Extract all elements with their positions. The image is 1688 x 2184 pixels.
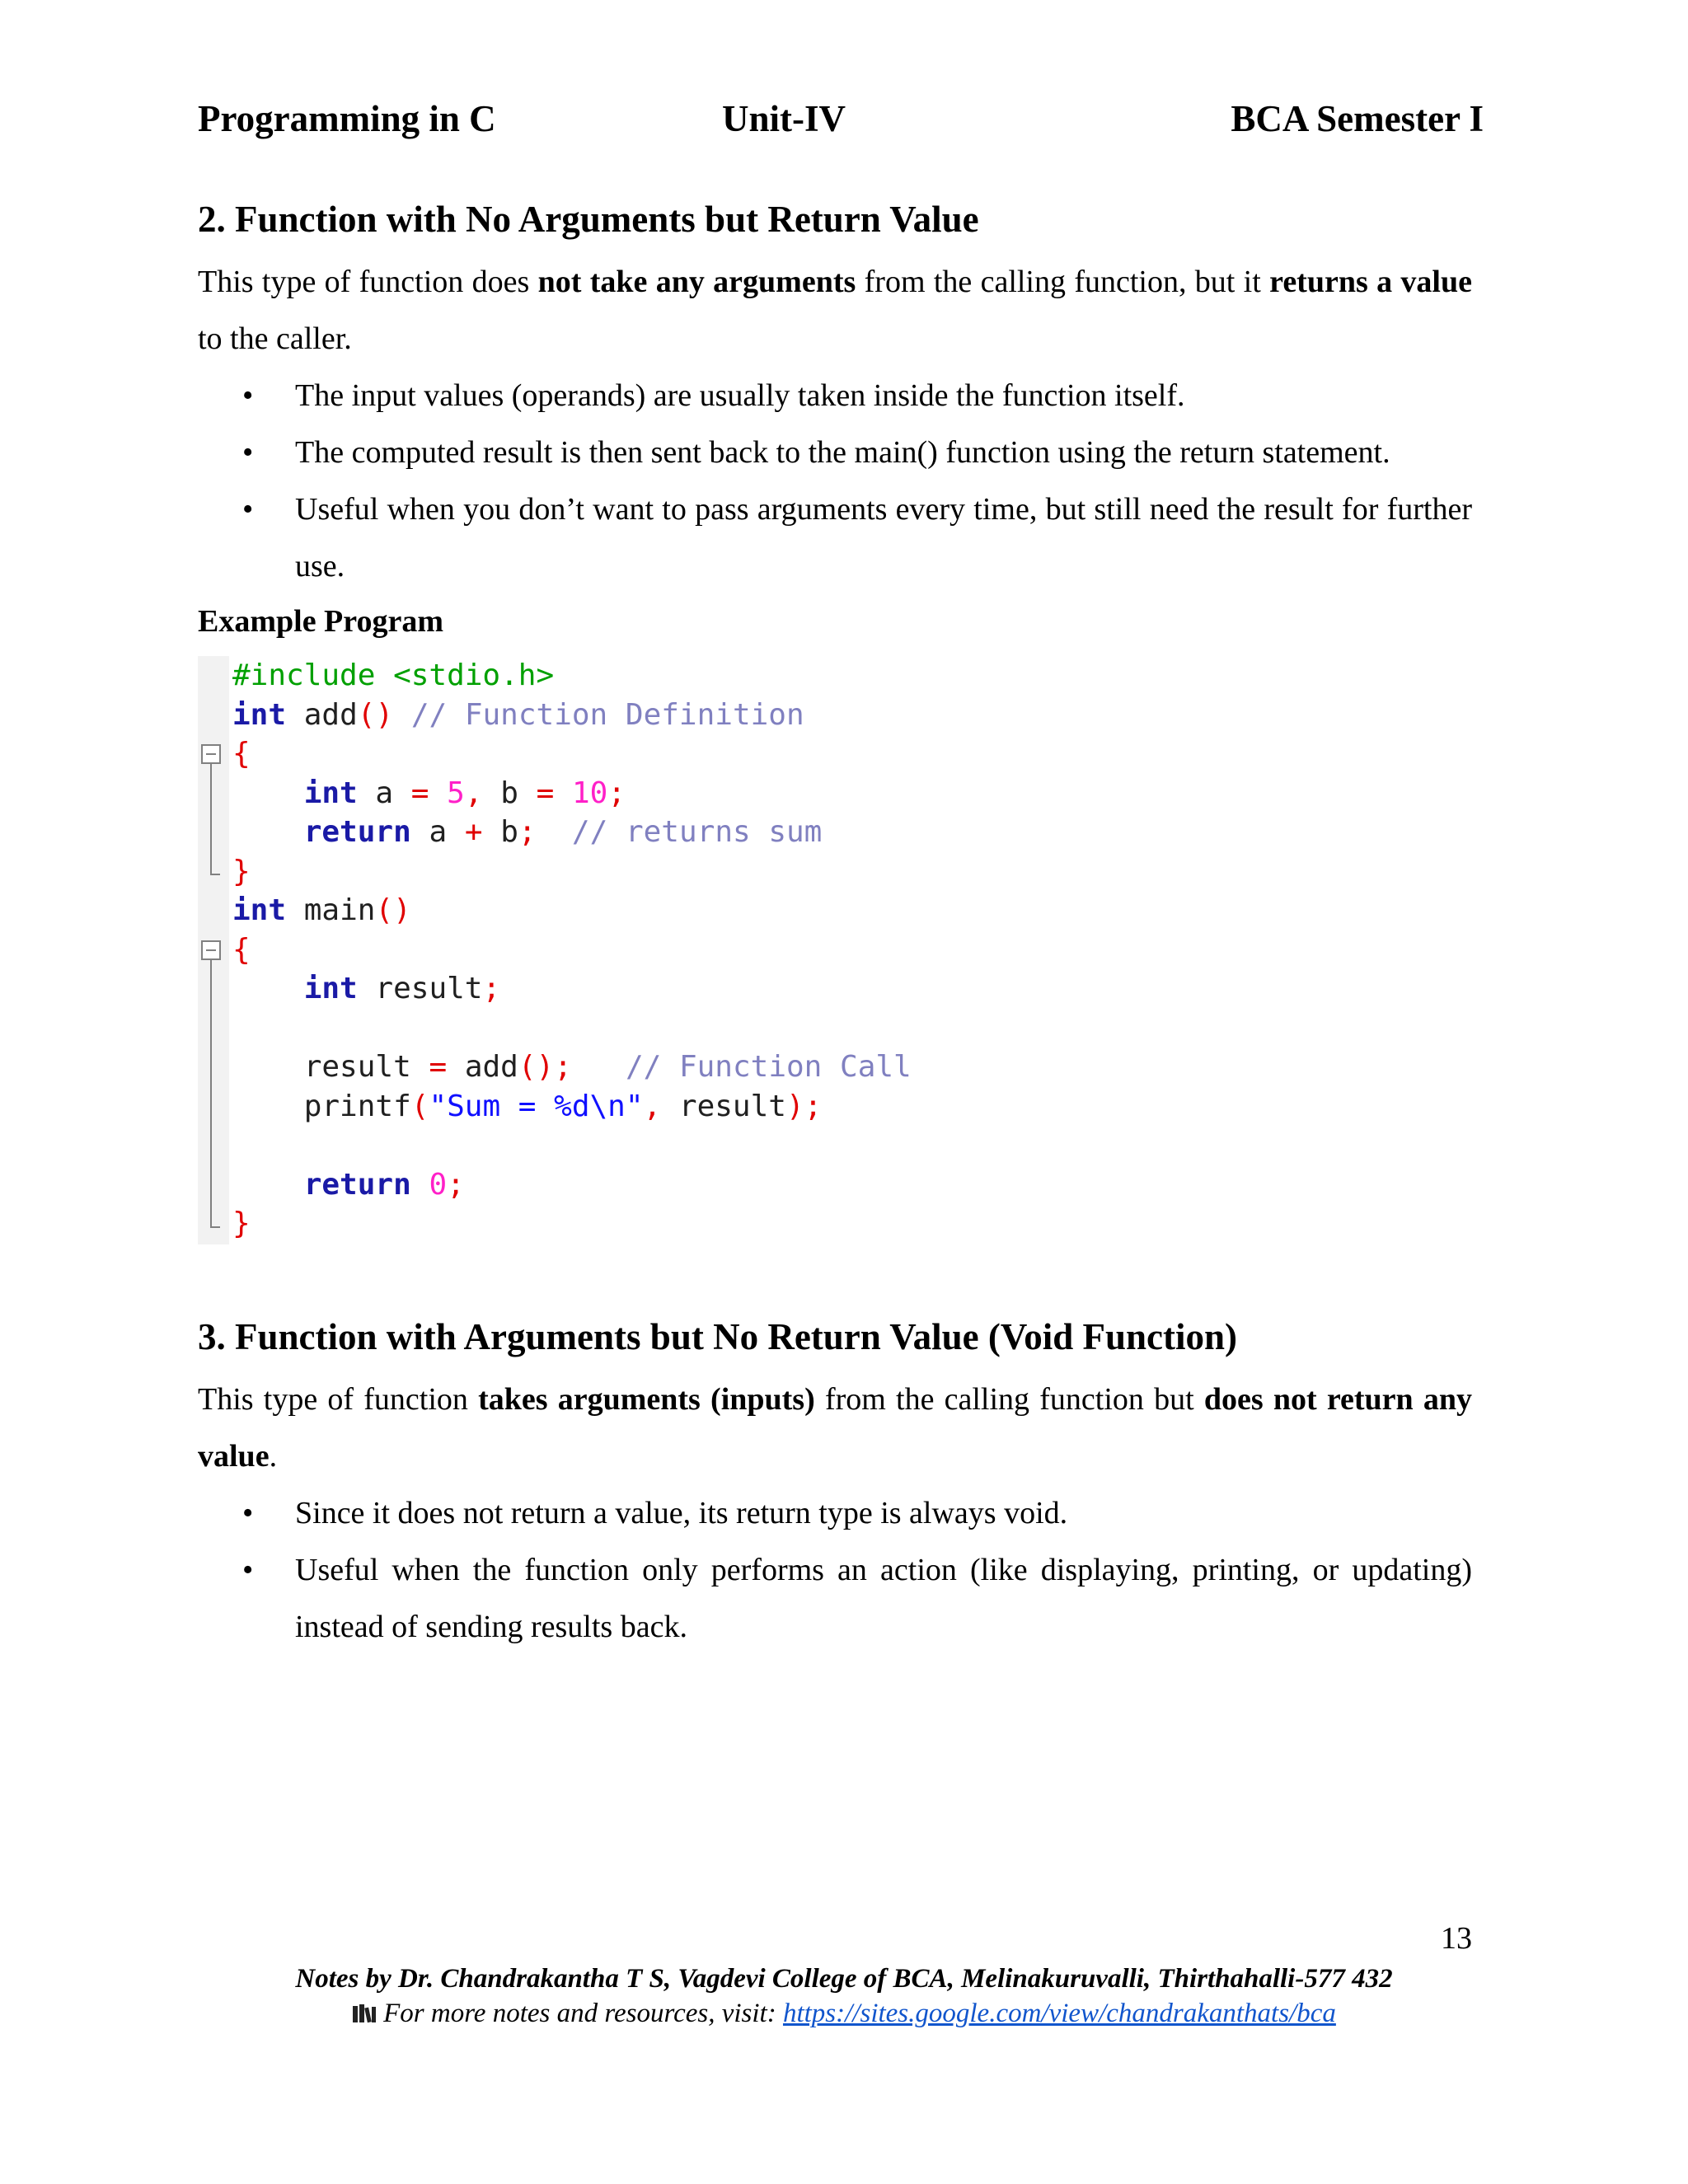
list-item-text: The input values (operands) are usually taken inside the function itself.	[295, 378, 1185, 413]
code-line: {	[232, 737, 251, 771]
footer-link[interactable]: https://sites.google.com/view/chandrakanthats/bca	[782, 1999, 1336, 2028]
intro-text: .	[269, 1439, 278, 1474]
code-line: }	[232, 854, 251, 888]
code-line: int result;	[303, 972, 501, 1005]
fold-collapse-icon[interactable]	[201, 940, 221, 960]
code-line: return a + b; // returns sum	[303, 815, 823, 849]
list-item	[198, 424, 1472, 481]
code-line: int add() // Function Definition	[232, 697, 804, 732]
footer-note: Notes by Dr. Chandrakantha T S, Vagdevi College of BCA, Melinakuruvalli, Thirthahalli-577 432	[295, 1964, 1393, 1994]
list-item-text: The computed result is then sent back to the main() function using the return statement.	[295, 435, 1390, 470]
footer-more-text: For more notes and resources, visit:	[383, 1999, 783, 2028]
section-3-bullet-list	[198, 1485, 1472, 1656]
list-item-text: Useful when you don’t want to pass arguments every time, but still need the result for further use.	[295, 492, 1472, 583]
code-line: #include <stdio.h>	[232, 658, 555, 692]
example-program-label: Example Program	[198, 604, 443, 639]
intro-text: from the calling function, but it	[856, 265, 1270, 299]
list-item	[198, 1485, 1472, 1542]
list-item	[198, 368, 1472, 424]
code-line: {	[232, 932, 251, 967]
section-2-intro	[198, 254, 1472, 368]
fold-end	[210, 874, 220, 875]
bullet-icon: •	[242, 378, 254, 413]
section-3-intro	[198, 1371, 1472, 1485]
code-block	[198, 656, 1022, 1244]
section-2-bullet-list	[198, 368, 1472, 595]
section-2-heading: 2. Function with No Arguments but Return Value	[198, 199, 979, 240]
fold-end	[210, 1226, 220, 1228]
header-semester: BCA Semester I	[1231, 98, 1484, 139]
list-item	[198, 481, 1472, 595]
code-line: result = add(); // Function Call	[303, 1050, 912, 1084]
code-line: int main()	[232, 893, 411, 927]
section-3-heading: 3. Function with Arguments but No Return Value (Void Function)	[198, 1316, 1238, 1357]
code-text	[232, 656, 912, 1244]
code-line	[232, 1126, 912, 1165]
intro-text: This type of function	[198, 1382, 479, 1417]
list-item-text: Useful when the function only performs an action (like displaying, printing, or updating) instead of sending results back.	[295, 1553, 1472, 1644]
code-line: }	[232, 1207, 251, 1240]
header-unit: Unit-IV	[722, 98, 846, 139]
books-icon	[352, 2004, 377, 2023]
intro-bold-text: returns a value	[1269, 265, 1472, 299]
intro-bold-text: does not return any value	[198, 1382, 1473, 1474]
list-item	[198, 1542, 1472, 1656]
page-header	[198, 97, 1484, 147]
intro-text: from the calling function but	[814, 1382, 1204, 1417]
bullet-icon: •	[242, 1553, 254, 1587]
intro-bold-text: takes arguments (inputs)	[478, 1382, 815, 1417]
bullet-icon: •	[242, 435, 254, 470]
footer-resources-line	[0, 1999, 1688, 2029]
bullet-icon: •	[242, 492, 254, 527]
list-item-text: Since it does not return a value, its return type is always void.	[295, 1496, 1068, 1530]
code-line: int a = 5, b = 10;	[303, 776, 626, 810]
fold-line	[210, 960, 212, 1228]
bullet-icon: •	[242, 1496, 254, 1530]
code-line: return 0;	[303, 1167, 465, 1202]
intro-text: This type of function does	[198, 265, 538, 299]
intro-text: to the caller.	[198, 321, 352, 356]
fold-line	[210, 764, 212, 875]
code-line	[232, 1009, 912, 1048]
fold-collapse-icon[interactable]	[201, 744, 221, 764]
header-course-title: Programming in C	[198, 98, 496, 139]
page-number: 13	[1441, 1921, 1472, 1956]
intro-bold-text: not take any arguments	[537, 265, 856, 299]
code-line: printf("Sum = %d\n", result);	[303, 1089, 823, 1123]
